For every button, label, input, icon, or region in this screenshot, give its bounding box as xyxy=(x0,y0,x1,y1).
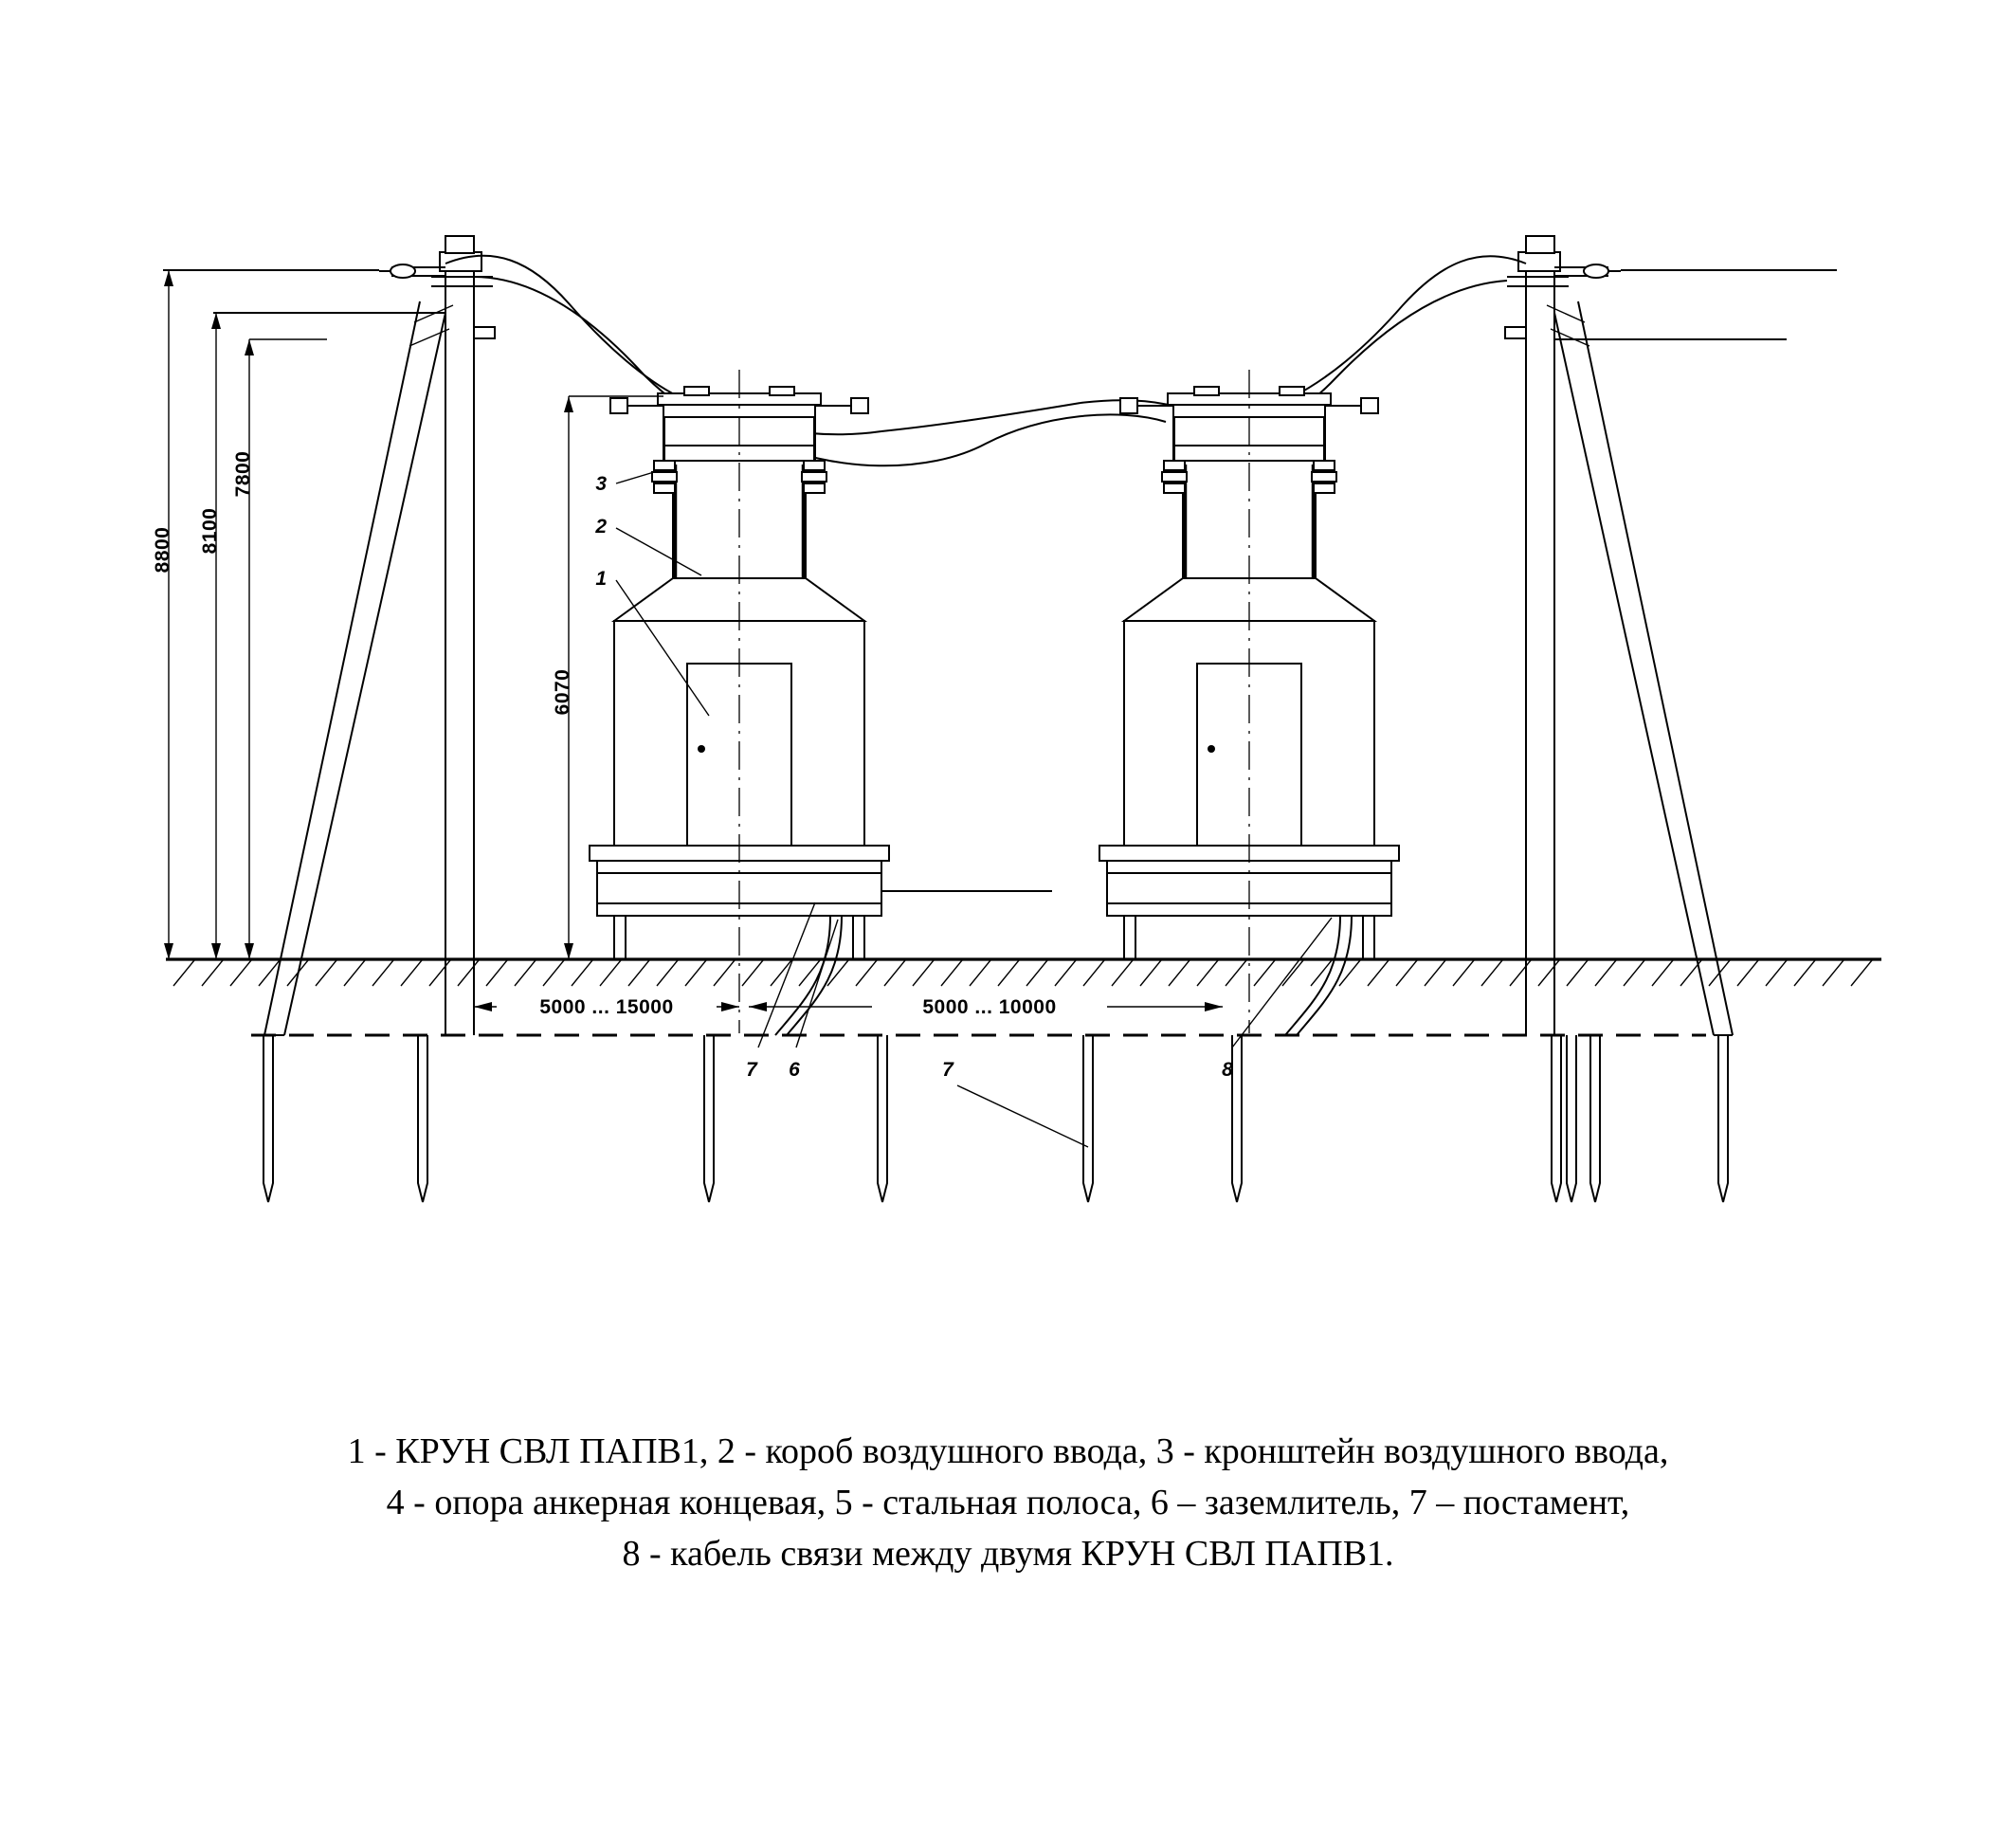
legend xyxy=(0,1427,2016,1580)
ground-rod xyxy=(418,1035,427,1202)
dimension-8800 xyxy=(152,270,275,959)
callout-label-5: 6 xyxy=(789,1059,800,1081)
dimension-label-7800: 7800 xyxy=(232,450,254,498)
callout-label-2: 2 xyxy=(595,516,607,537)
ground-rod xyxy=(1552,1035,1561,1202)
callout-label-7: 7 xyxy=(746,1059,757,1081)
dimension-center-span xyxy=(749,993,1223,1019)
legend-line-3: 8 - кабель связи между двумя КРУН СВЛ ПАПВ1. xyxy=(622,1533,1394,1574)
callout-leader-5 xyxy=(789,920,838,1081)
ground-rod xyxy=(1232,1035,1242,1202)
ground-rod xyxy=(1590,1035,1600,1202)
dimension-7800 xyxy=(232,339,327,959)
dimension-label-center-span: 5000 ... 10000 xyxy=(922,996,1057,1018)
ground-rod xyxy=(1083,1035,1093,1202)
krun-unit-right xyxy=(1099,370,1399,1035)
ground-electrode-group xyxy=(263,1035,1728,1202)
dimension-8100 xyxy=(199,313,221,959)
dimension-label-6070: 6070 xyxy=(552,668,573,716)
callout-label-1: 1 xyxy=(595,568,607,590)
legend-line-2: 4 - опора анкерная концевая, 5 - стальная полоса, 6 – заземлитель, 7 – постамент, xyxy=(386,1482,1630,1522)
ground-rod xyxy=(878,1035,887,1202)
callout-label-3: 3 xyxy=(595,473,607,495)
dimension-label-8800: 8800 xyxy=(152,526,173,574)
dimension-label-left-span: 5000 ... 15000 xyxy=(539,996,674,1018)
callout-leader-6 xyxy=(942,1059,1088,1147)
krun-unit-left xyxy=(590,370,889,1035)
ground-line xyxy=(166,959,1881,986)
dimension-label-8100: 8100 xyxy=(199,507,221,555)
ground-rod xyxy=(1567,1035,1576,1202)
legend-line-1: 1 - КРУН СВЛ ПАПВ1, 2 - короб воздушного ввода, 3 - кронштейн воздушного ввода, xyxy=(347,1431,1669,1471)
callout-label-8: 8 xyxy=(1222,1059,1233,1081)
ground-rod xyxy=(1718,1035,1728,1202)
callout-leader-3 xyxy=(595,472,654,495)
ground-rod xyxy=(704,1035,714,1202)
callout-leader-7 xyxy=(746,902,815,1081)
callout-label-6: 7 xyxy=(942,1059,954,1081)
ground-rod xyxy=(263,1035,273,1202)
